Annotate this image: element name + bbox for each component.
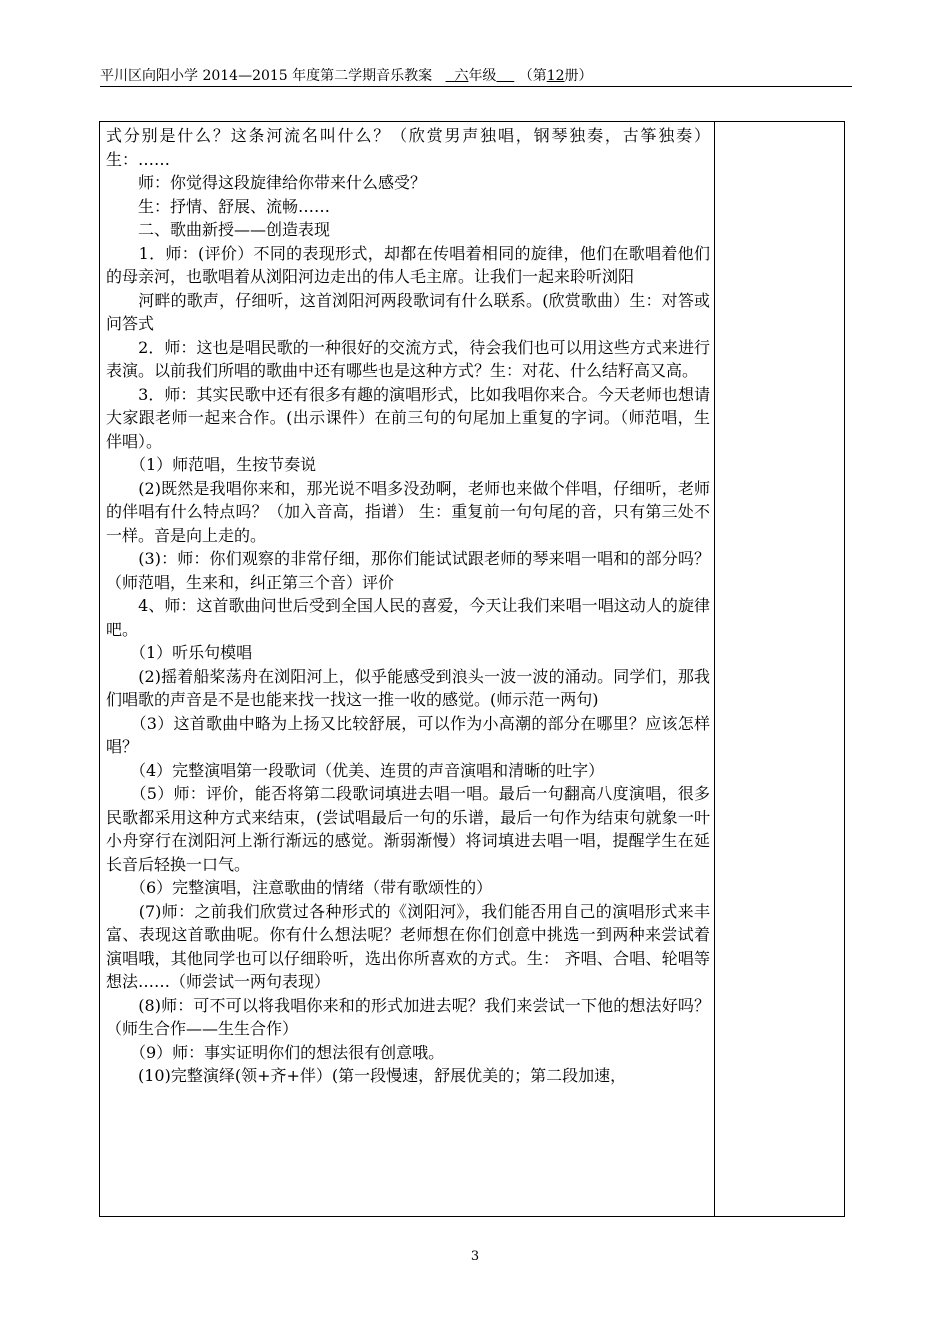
content-paragraph: （4）完整演唱第一段歌词（优美、连贯的声音演唱和清晰的吐字） [106, 760, 605, 780]
content-paragraph: 师：你觉得这段旋律给你带来什么感受？ [106, 173, 427, 192]
page-header [100, 66, 852, 88]
content-paragraph: (8)师：可不可以将我唱你来和的形式加进去呢？我们来尝试一下他的想法好吗？（师生合作——生生合作） [106, 995, 710, 1038]
content-paragraph: (2)摇着船桨荡舟在浏阳河上，似乎能感受到浪头一波一波的涌动。同学们，那我们唱歌的声音是不是也能来找一找这一推一收的感觉。(师示范一两句) [106, 666, 710, 709]
content-paragraph: （1）听乐句模唱 [106, 643, 253, 662]
content-paragraph: 生：抒情、舒展、流畅…… [106, 196, 331, 216]
header-rule [100, 86, 852, 87]
content-paragraph: （3）这首歌曲中略为上扬又比较舒展，可以作为小高潮的部分在哪里？应该怎样唱？ [106, 713, 710, 756]
content-paragraph: (2)既然是我唱你来和，那光说不唱多没劲啊，老师也来做个伴唱，仔细听，老师的伴唱有什么特点吗？（加入音高，指谱） 生：重复前一句句尾的音，只有第三处不一样。音是向上走的。 [106, 478, 710, 545]
header-grade-blank [496, 68, 514, 84]
content-paragraph: （1）师范唱，生按节奏说 [106, 455, 317, 474]
content-paragraph: 二、歌曲新授——创造表现 [106, 220, 331, 239]
content-paragraph: （6）完整演唱，注意歌曲的情绪（带有歌颂性的） [106, 878, 493, 897]
content-paragraph: 2．师：这也是唱民歌的一种很好的交流方式，待会我们也可以用这些方式来进行表演。以前我们所唱的歌曲中还有哪些也是这种方式？生：对花、什么结籽高又高。 [106, 337, 710, 380]
header-book-suffix: 册） [564, 68, 593, 84]
content-paragraph: (7)师：之前我们欣赏过各种形式的《浏阳河》，我们能否用自己的演唱形式来丰富、表现这首歌曲呢。你有什么想法呢？老师想在你们创意中挑选一到两种来尝试着演唱哦，其他同学也可以仔细聆听，选出你所喜欢的方式。生： 齐唱、合唱、轮唱等想法……（师尝试一两句表现） [106, 901, 710, 991]
lesson-plan-table [99, 121, 845, 1217]
header-grade: 六 [454, 68, 469, 84]
content-paragraph: 3．师：其实民歌中还有很多有趣的演唱形式，比如我唱你来合。今天老师也想请大家跟老师一起来合作。(出示课件）在前三句的句尾加上重复的字词。（师范唱，生伴唱）。 [106, 384, 710, 451]
header-book-number: 12 [546, 68, 565, 84]
content-paragraph: 式分别是什么？这条河流名叫什么？（欣赏男声独唱，钢琴独奏，古筝独奏） 生：…… [106, 126, 710, 169]
content-paragraph: （9）师：事实证明你们的想法很有创意哦。 [106, 1042, 445, 1062]
content-paragraph: (3)：师：你们观察的非常仔细，那你们能试试跟老师的琴来唱一唱和的部分吗？（师范唱，生来和，纠正第三个音）评价 [106, 549, 710, 592]
page-number: 3 [470, 1249, 480, 1264]
content-paragraph: 1．师：(评价）不同的表现形式，却都在传唱着相同的旋律，他们在歌唱着他们的母亲河，也歌唱着从浏阳河边走出的伟人毛主席。让我们一起来聆听浏阳 [106, 243, 710, 286]
header-grade-suffix: 年级 [468, 68, 497, 84]
content-paragraph: (10)完整演绎(领+齐+伴）(第一段慢速，舒展优美的；第二段加速， [106, 1066, 627, 1085]
notes-cell [715, 122, 845, 1217]
content-paragraph: （5）师：评价，能否将第二段歌词填进去唱一唱。最后一句翻高八度演唱，很多民歌都采用这种方式来结束，(尝试唱最后一句的乐谱，最后一句作为结束句就象一叶小舟穿行在浏阳河上渐行渐远的感觉。渐弱渐慢）将词填进去唱一唱，提醒学生在延长音后轻换一口气。 [106, 784, 710, 874]
content-paragraph: 河畔的歌声，仔细听，这首浏阳河两段歌词有什么联系。(欣赏歌曲）生：对答或问答式 [106, 290, 710, 333]
header-book-prefix: （第 [518, 68, 547, 84]
lesson-content-cell [100, 122, 715, 1217]
content-paragraph: 4、师：这首歌曲问世后受到全国人民的喜爱，今天让我们来唱一唱这动人的旋律吧。 [106, 596, 710, 639]
header-title: 平川区向阳小学 2014—2015 年度第二学期音乐教案 [100, 68, 433, 84]
lesson-content [100, 122, 714, 1088]
